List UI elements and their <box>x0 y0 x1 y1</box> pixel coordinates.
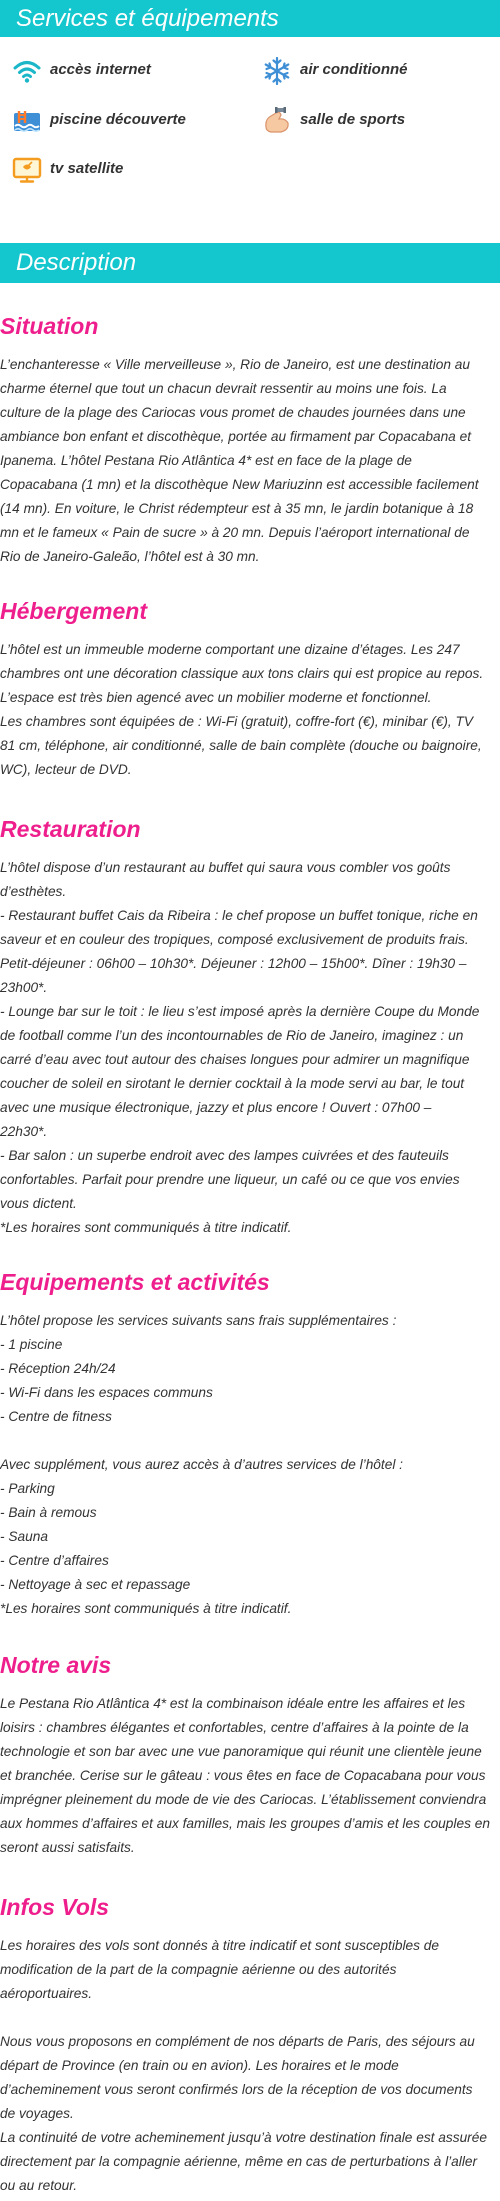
text-line: Le Pestana Rio Atlântica 4* est la combinaison idéale entre les affaires et les <box>0 1696 466 1711</box>
text-line: Les chambres sont équipées de : Wi-Fi (gratuit), coffre-fort (€), minibar (€), TV <box>0 714 474 729</box>
text-line: - Centre d’affaires <box>0 1553 109 1568</box>
paragraph-situation <box>0 353 479 569</box>
paragraph-equipements <box>0 1309 403 1621</box>
service-label: tv satellite <box>50 160 124 177</box>
section-title-avis: Notre avis <box>0 1652 112 1678</box>
text-line: - Bar salon : un superbe endroit avec des lampes cuivrées et des fauteuils <box>0 1148 449 1163</box>
text-line: Les horaires des vols sont donnés à titre indicatif et sont susceptibles de <box>0 1938 440 1953</box>
text-line: ou au retour. <box>0 2178 78 2193</box>
text-line: saveur et en couleur des tropiques, composé exclusivement de produits frais. <box>0 932 469 947</box>
text-line: - Réception 24h/24 <box>0 1361 116 1376</box>
wifi-icon <box>12 57 42 85</box>
text-line: - Centre de fitness <box>0 1409 112 1424</box>
text-line: directement par la compagnie aérienne, même en cas de perturbations à l’aller <box>0 2154 478 2169</box>
text-line: *Les horaires sont communiqués à titre indicatif. <box>0 1220 292 1235</box>
text-line: charme éternel que tout un chacun devrait ressentir au moins une fois. La <box>0 381 447 396</box>
text-line: *Les horaires sont communiqués à titre indicatif. <box>0 1601 292 1616</box>
text-line: L’espace est très bien agencé avec un mobilier moderne et fonctionnel. <box>0 690 432 705</box>
text-line <box>0 1429 403 1453</box>
text-line: vous dictent. <box>0 1196 77 1211</box>
paragraph-restauration <box>0 856 479 1240</box>
text-line: - Bain à remous <box>0 1505 97 1520</box>
section-title-equipements: Equipements et activités <box>0 1269 270 1295</box>
text-line: L’hôtel propose les services suivants sans frais supplémentaires : <box>0 1313 397 1328</box>
text-line: d’acheminement vous seront confirmés lors de la réception de vos documents <box>0 2082 473 2097</box>
text-line: - Wi-Fi dans les espaces communs <box>0 1385 213 1400</box>
text-line: de football comme l’un des incontournables de Rio de Janeiro, imaginez : un <box>0 1028 464 1043</box>
text-line: loisirs : chambres élégantes et confortables, centre d’affaires à la pointe de la <box>0 1720 469 1735</box>
section-title-restauration: Restauration <box>0 816 141 842</box>
section-title-hebergement: Hébergement <box>0 598 147 624</box>
pool-icon <box>12 107 42 135</box>
text-line: - Nettoyage à sec et repassage <box>0 1577 191 1592</box>
text-line: - Parking <box>0 1481 55 1496</box>
text-line: confortables. Parfait pour prendre une liqueur, un café ou ce que vos envies <box>0 1172 460 1187</box>
description-heading <box>0 243 500 283</box>
dumbbell-icon <box>262 107 292 135</box>
text-line: technologie et son bar avec une vue panoramique qui réunit une clientèle jeune <box>0 1744 482 1759</box>
text-line: mn et le fameux « Pain de sucre » à 20 mn. Depuis l’aéroport international de <box>0 525 470 540</box>
text-line: Nous vous proposons en complément de nos départs de Paris, des séjours au <box>0 2034 475 2049</box>
text-line: Ipanema. L’hôtel Pestana Rio Atlântica 4* est en face de la plage de <box>0 453 412 468</box>
text-line: d’esthètes. <box>0 884 67 899</box>
text-line: de voyages. <box>0 2106 74 2121</box>
text-line: 23h00*. <box>0 980 48 995</box>
service-label: piscine découverte <box>50 111 186 128</box>
text-line: L’enchanteresse « Ville merveilleuse », Rio de Janeiro, est une destination au <box>0 357 470 372</box>
description-title: Description <box>16 249 137 276</box>
text-line: chambres ont une décoration classique aux tons clairs qui est propice au repos. <box>0 666 484 681</box>
snowflake-icon <box>262 57 292 85</box>
text-line: Copacabana (1 mn) et la discothèque New Mariuzinn est accessible facilement <box>0 477 479 492</box>
paragraph-vols <box>0 1934 487 2198</box>
text-line: aux hommes d’affaires et aux familles, mais les groupes d’amis et les couples en <box>0 1816 490 1831</box>
text-line: 81 cm, téléphone, air conditionné, salle de bain complète (douche ou baignoire, <box>0 738 482 753</box>
service-label: air conditionné <box>300 61 408 78</box>
section-title-situation: Situation <box>0 313 99 339</box>
section-title-vols: Infos Vols <box>0 1894 110 1920</box>
service-label: salle de sports <box>300 111 406 128</box>
text-line: - 1 piscine <box>0 1337 63 1352</box>
text-line: carré d’eau avec tout autour des chaises longues pour admirer un magnifique <box>0 1052 470 1067</box>
services-heading <box>0 0 500 37</box>
text-line: coucher de soleil en sirotant le dernier cocktail à la mode servi au bar, le tout <box>0 1076 465 1091</box>
services-title: Services et équipements <box>16 5 279 32</box>
text-line: Petit-déjeuner : 06h00 – 10h30*. Déjeuner : 12h00 – 15h00*. Dîner : 19h30 – <box>0 956 467 971</box>
text-line <box>0 2006 487 2030</box>
text-line: culture de la plage des Cariocas vous promet de chaudes journées dans une <box>0 405 466 420</box>
paragraph-avis <box>0 1692 490 1860</box>
text-line: L’hôtel est un immeuble moderne comportant une dizaine d’étages. Les 247 <box>0 642 460 657</box>
service-label: accès internet <box>50 61 151 78</box>
text-line: et branchée. Cerise sur le gâteau : vous êtes en face de Copacabana pour vous <box>0 1768 486 1783</box>
text-line: modification de la part de la compagnie aérienne ou des autorités <box>0 1962 397 1977</box>
text-line: aéroportuaires. <box>0 1986 93 2001</box>
text-line: départ de Province (en train ou en avion). Les horaires et le mode <box>0 2058 399 2073</box>
text-line: (14 mn). En voiture, le Christ rédempteur est à 35 mn, le jardin botanique à 18 <box>0 501 474 516</box>
text-line: WC), lecteur de DVD. <box>0 762 132 777</box>
text-line: - Sauna <box>0 1529 48 1544</box>
paragraph-hebergement <box>0 638 483 782</box>
text-line: 22h30*. <box>0 1124 48 1139</box>
text-line: - Restaurant buffet Cais da Ribeira : le chef propose un buffet tonique, riche en <box>0 908 478 923</box>
text-line: - Lounge bar sur le toit : le lieu s’est imposé après la dernière Coupe du Monde <box>0 1004 480 1019</box>
text-line: La continuité de votre acheminement jusqu’à votre destination finale est assurée <box>0 2130 487 2145</box>
text-line: avec une musique électronique, jazzy et plus encore ! Ouvert : 07h00 – <box>0 1100 432 1115</box>
text-line: seront aussi satisfaits. <box>0 1840 135 1855</box>
text-line: imprégner pleinement du mode de vie des Cariocas. L’établissement conviendra <box>0 1792 487 1807</box>
text-line: Rio de Janeiro-Galeão, l’hôtel est à 30 mn. <box>0 549 260 564</box>
text-line: Avec supplément, vous aurez accès à d’autres services de l’hôtel : <box>0 1457 403 1472</box>
text-line: L’hôtel dispose d’un restaurant au buffet qui saura vous combler vos goûts <box>0 860 451 875</box>
text-line: ambiance bon enfant et discothèque, portée au firmament par Copacabana et <box>0 429 472 444</box>
tv-icon <box>12 156 42 184</box>
